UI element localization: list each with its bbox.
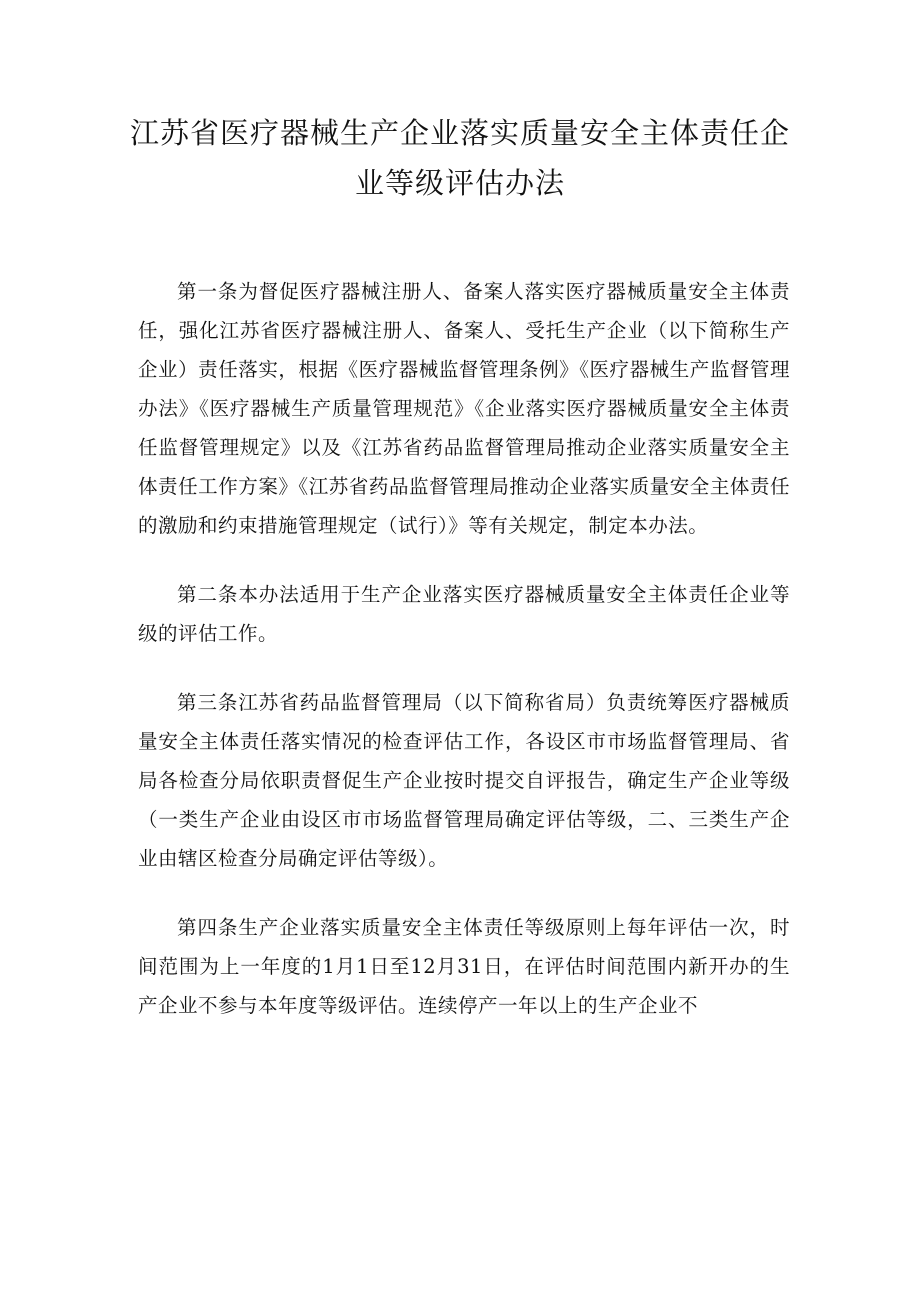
document-title	[120, 108, 800, 208]
document-body	[138, 272, 790, 1055]
title-line-2: 业等级评估办法	[354, 166, 565, 200]
title-line-1: 江苏省医疗器械生产企业落实质量安全主体责任企	[129, 116, 790, 150]
article-4-paragraph: 第四条生产企业落实质量安全主体责任等级原则上每年评估一次，时间范围为上一年度的1月1日至12月31日，在评估时间范围内新开办的生产企业不参与本年度等级评估。连续停产一年以上的生产企业不	[138, 916, 790, 1017]
article-3-paragraph: 第三条江苏省药品监督管理局（以下简称省局）负责统筹医疗器械质量安全主体责任落实情况的检查评估工作，各设区市市场监督管理局、省局各检查分局依职责督促生产企业按时提交自评报告，确定生产企业等级（一类生产企业由设区市市场监督管理局确定评估等级，二、三类生产企业由辖区检查分局确定评估等级）。	[138, 691, 790, 870]
article-2-paragraph: 第二条本办法适用于生产企业落实医疗器械质量安全主体责任企业等级的评估工作。	[138, 583, 790, 645]
article-1-paragraph: 第一条为督促医疗器械注册人、备案人落实医疗器械质量安全主体责任，强化江苏省医疗器械注册人、备案人、受托生产企业（以下简称生产企业）责任落实，根据《医疗器械监督管理条例》《医疗器械生产监督管理办法》《医疗器械生产质量管理规范》《企业落实医疗器械质量安全主体责任监督管理规定》以及《江苏省药品监督管理局推动企业落实质量安全主体责任工作方案》《江苏省药品监督管理局推动企业落实质量安全主体责任的激励和约束措施管理规定（试行）》等有关规定，制定本办法。	[138, 280, 790, 537]
